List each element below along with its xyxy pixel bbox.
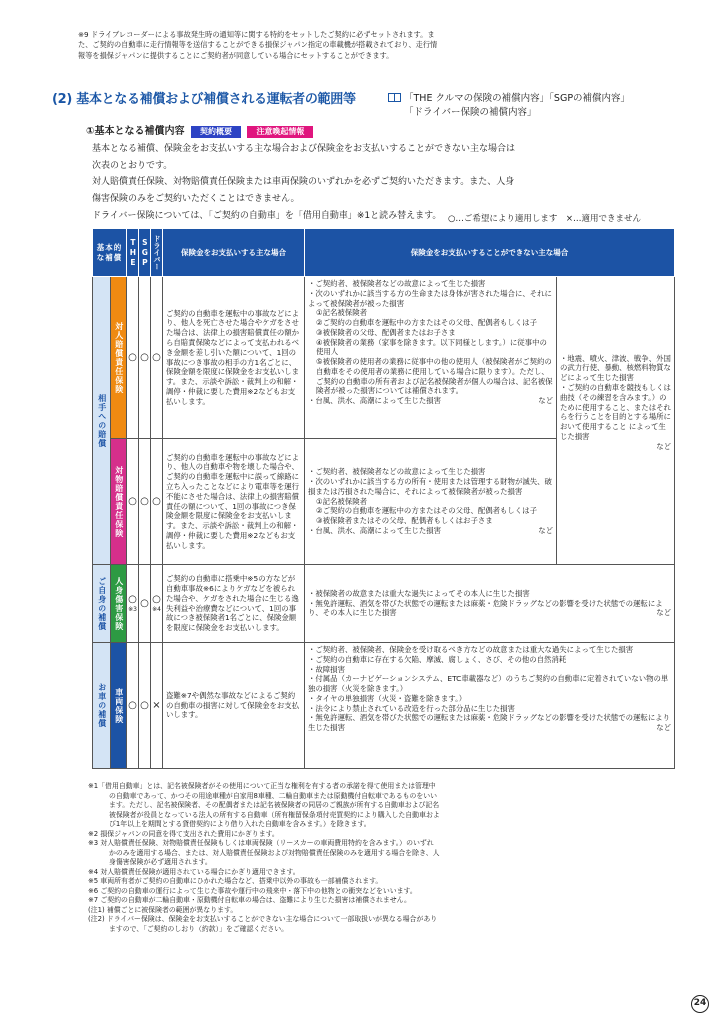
- table-header-row: [93, 229, 675, 277]
- footnote-9: ※9 ドライブレコーダーによる事故発生時の通知等に関する特約をセットしたご契約に必ずセットされます。また、ご契約の自動車に走行情報等を送信することができる損保ジャパン指定の車載機が搭載されており、走行情報等を損保ジャパンに提供することにご契約者が同意している場合にセットすることができます。: [78, 30, 438, 60]
- mark-the: ○: [127, 643, 139, 769]
- footnote: ※3 対人賠償責任保険、対物賠償責任保険もしくは車両保険（リースカーの車両費用特約を含みます。）のいずれかのみを適用する場合、または、対人賠償責任保険および対物賠償責任保険のみを適用する場合を除き、人身傷害保険が必ず適用されます。: [88, 839, 440, 867]
- pay-cell: ご契約の自動車を運転中の事故などにより、他人の自動車や物を壊した場合や、ご契約の自動車を運転中に誤って線路に立ち入ったことなどにより電車等を運行不能にさせた場合は、法律上の損害賠償責任の額について、1回の事故につき保険金額を限度に保険金をお支払いします。また、示談や訴訟・裁判上の和解・調停・仲裁に要した費用※2などもお支払いします。: [163, 439, 305, 565]
- pay-cell: 盗難※7や偶然な事故などによるご契約の自動車の損害に対して保険金をお支払いします。: [163, 643, 305, 769]
- footnotes: [88, 782, 440, 934]
- footnote: ※1「借用自動車」とは、記名被保険者がその使用について正当な権利を有する者の承諾を得て使用または管理中の自動車であって、かつその用途車種が自家用8車種、二輪自動車または原動機付自転車であるものをいいます。ただし、記名被保険者、その配偶者または記名被保険者の同居のご親族が所有する自動車および記名被保険者が役員となっている法人の所有する自動車（所有権留保条項付売買契約により購入した自動車および1年以上を期間とする貸借契約により借り入れた自動車を含みます。）を除きます。: [88, 782, 440, 829]
- group-self: ご自身の補償: [93, 565, 111, 643]
- mark-driver: ×: [151, 643, 163, 769]
- group-car: お車の補償: [93, 643, 111, 769]
- category-personal-injury: 人身傷害保険: [111, 565, 127, 643]
- common-nopay-cell: ・地震、噴火、津波、戦争、外国の武力行使、暴動、核燃料物質などによって生じた損害 ・ご契約の自動車を競技もしくは曲技（その練習を含みます。）のために使用すること、またはそれらを行うことを目的とする場所において使用すること によって生じた損害 など: [557, 277, 675, 565]
- mark-driver: ○: [151, 439, 163, 565]
- pay-cell: ご契約の自動車を運転中の事故などにより、他人を死亡させた場合やケガをさせた場合は、法律上の損害賠償責任の額から自賠責保険などによって支払われるべき金額を差し引いた額について、1回の事故につき事故の相手の方1名ごとに、保険金額を限度に保険金をお支払いします。また、示談や訴訟・裁判上の和解・調停・仲裁に要した費用※2などもお支払いします。: [163, 277, 305, 439]
- category-property-liability: 対物賠償責任保険: [111, 439, 127, 565]
- badge-contract-summary: 契約概要: [191, 126, 241, 138]
- category-bodily-liability: 対人賠償責任保険: [111, 277, 127, 439]
- intro-paragraph: ドライバー保険については、「ご契約の自動車」を「借用自動車」※1と読み替えます。: [92, 210, 442, 221]
- nopay-cell: ・被保険者の故意または重大な過失によってその本人に生じた損害 ・無免許運転、酒気を帯びた状態での運転または麻薬・危険ドラッグなどの影響を受けた状態での運転により、その本人に生じた損害 など: [305, 565, 675, 643]
- book-icon: [388, 93, 401, 102]
- reference-line-1: 「THE クルマの保険の補償内容」「SGPの補償内容」: [404, 93, 631, 104]
- mark-the: ○ ※3: [127, 565, 139, 643]
- intro-paragraph: 対人賠償責任保険、対物賠償責任保険または車両保険のいずれかを必ずご契約いただきます。また、人身傷害保険のみをご契約いただくことはできません。: [92, 177, 515, 204]
- table-row: [93, 643, 675, 769]
- mark-sgp: ○: [139, 439, 151, 565]
- table-row: [93, 277, 675, 439]
- table-row: [93, 565, 675, 643]
- footnote: ※7 ご契約の自動車が二輪自動車・原動機付自転車の場合は、盗難により生じた損害は補償されません。: [88, 896, 411, 905]
- footnote: (注2) ドライバー保険は、保険金をお支払いすることができない主な場合について一部取扱いが異なる場合がありますので、「ご契約のしおり（約款）」をご確認ください。: [88, 915, 438, 933]
- pay-cell: ご契約の自動車に搭乗中※5の方などが自動車事故※6によりケガなどを被られた場合や、ケガをされた場合に生じる逸失利益や治療費などについて、1回の事故につき被保険者1名ごとに、保険金額を限度に保険金をお支払いします。: [163, 565, 305, 643]
- badge-caution: 注意喚起情報: [247, 126, 313, 138]
- nopay-cell: ・ご契約者、被保険者などの故意によって生じた損害 ・次のいずれかに該当する方の所有・使用または管理する財物が滅失、破損または汚損された場合に、それによって被保険者が被った損害 ①記名被保険者 ②ご契約の自動車を運転中の方またはその父母、配偶者もしくは子 ③被保険者またはその父母、配偶者もしくはお子さま ・台風、洪水、高潮によって生じた損害 など: [305, 439, 557, 565]
- nopay-cell: ・ご契約者、被保険者、保険金を受け取るべき方などの故意または重大な過失によって生じた損害 ・ご契約の自動車に存在する欠陥、摩滅、腐しょく、さび、その他の自然消耗 ・故障損害 ・付属品（カーナビゲーションシステム、ETC車載器など）のうちご契約の自動車に定着されていない物の単独の損害（火災を除きます。） ・タイヤの単独損害（火災・盗難を除きます。） ・法令により禁止されている改造を行った部分品に生じた損害 ・無免許運転、酒気を帯びた状態での運転または麻薬・危険ドラッグなどの影響を受けた状態での運転により生じた損害 など: [305, 643, 675, 769]
- mark-driver: ○: [151, 277, 163, 439]
- nopay-cell: ・ご契約者、被保険者などの故意によって生じた損害 ・次のいずれかに該当する方の生命または身体が害された場合に、それによって被保険者が被った損害 ①記名被保険者 ②ご契約の自動車を運転中の方またはその父母、配偶者もしくは子 ③被保険者の父母、配偶者またはお子さま ④被保険者の業務（家事を除きます。以下同様とします。）に従事中の使用人 ⑤被保険者の使用者の業務に従事中の他の使用人（被保険者がご契約の自動車をその使用者の業務に使用している場合に限ります）。ただし、ご契約の自動車の所有者および記名被保険者が個人の場合は、記名被保険者が被った損害については補償されます。 ・台風、洪水、高潮によって生じた損害 など: [305, 277, 557, 439]
- footnote: ※2 損保ジャパンの同意を得て支出された費用にかぎります。: [88, 829, 279, 838]
- legend: ○…ご希望により適用します ×…適用できません: [448, 214, 642, 224]
- header-the: THE: [127, 229, 139, 277]
- footnote: (注1) 補償ごとに被保険者の範囲が異なります。: [88, 905, 238, 914]
- coverage-table: [92, 228, 675, 769]
- mark-the: ○: [127, 439, 139, 565]
- header-pay: 保険金をお支払いする主な場合: [163, 229, 305, 277]
- reference-line-2: 「ドライバー保険の補償内容」: [404, 106, 537, 118]
- mark-the: ○: [127, 277, 139, 439]
- intro-paragraph: 基本となる補償、保険金をお支払いする主な場合および保険金をお支払いすることができない主な場合は次表のとおりです。: [92, 144, 516, 171]
- subheading-title: ①基本となる補償内容: [86, 126, 185, 137]
- footnote: ※4 対人賠償責任保険が適用されている場合にかぎり適用できます。: [88, 867, 300, 876]
- footnote: ※5 車両所有者がご契約の自動車にひかれた場合など、搭乗中以外の事故も一部補償されます。: [88, 877, 383, 886]
- mark-sgp: ○: [139, 277, 151, 439]
- header-basic: 基本的な補償: [93, 229, 127, 277]
- reference-box: [388, 92, 630, 120]
- subheading: [86, 125, 313, 138]
- mark-sgp: ○: [139, 565, 151, 643]
- mark-driver: ○ ※4: [151, 565, 163, 643]
- group-liability: 相手への賠償: [93, 277, 111, 565]
- header-driver: ドライバー: [151, 229, 163, 277]
- page-number: 24: [691, 995, 709, 1013]
- footnote: ※6 ご契約の自動車の運行によって生じた事故や運行中の飛来中・落下中の他物との衝突などをいいます。: [88, 886, 417, 895]
- mark-sgp: ○: [139, 643, 151, 769]
- intro-text: [92, 141, 522, 224]
- section-title: (2) 基本となる補償および補償される運転者の範囲等: [52, 92, 356, 107]
- header-nopay: 保険金をお支払いすることができない主な場合: [305, 229, 675, 277]
- header-sgp: SGP: [139, 229, 151, 277]
- category-vehicle: 車両保険: [111, 643, 127, 769]
